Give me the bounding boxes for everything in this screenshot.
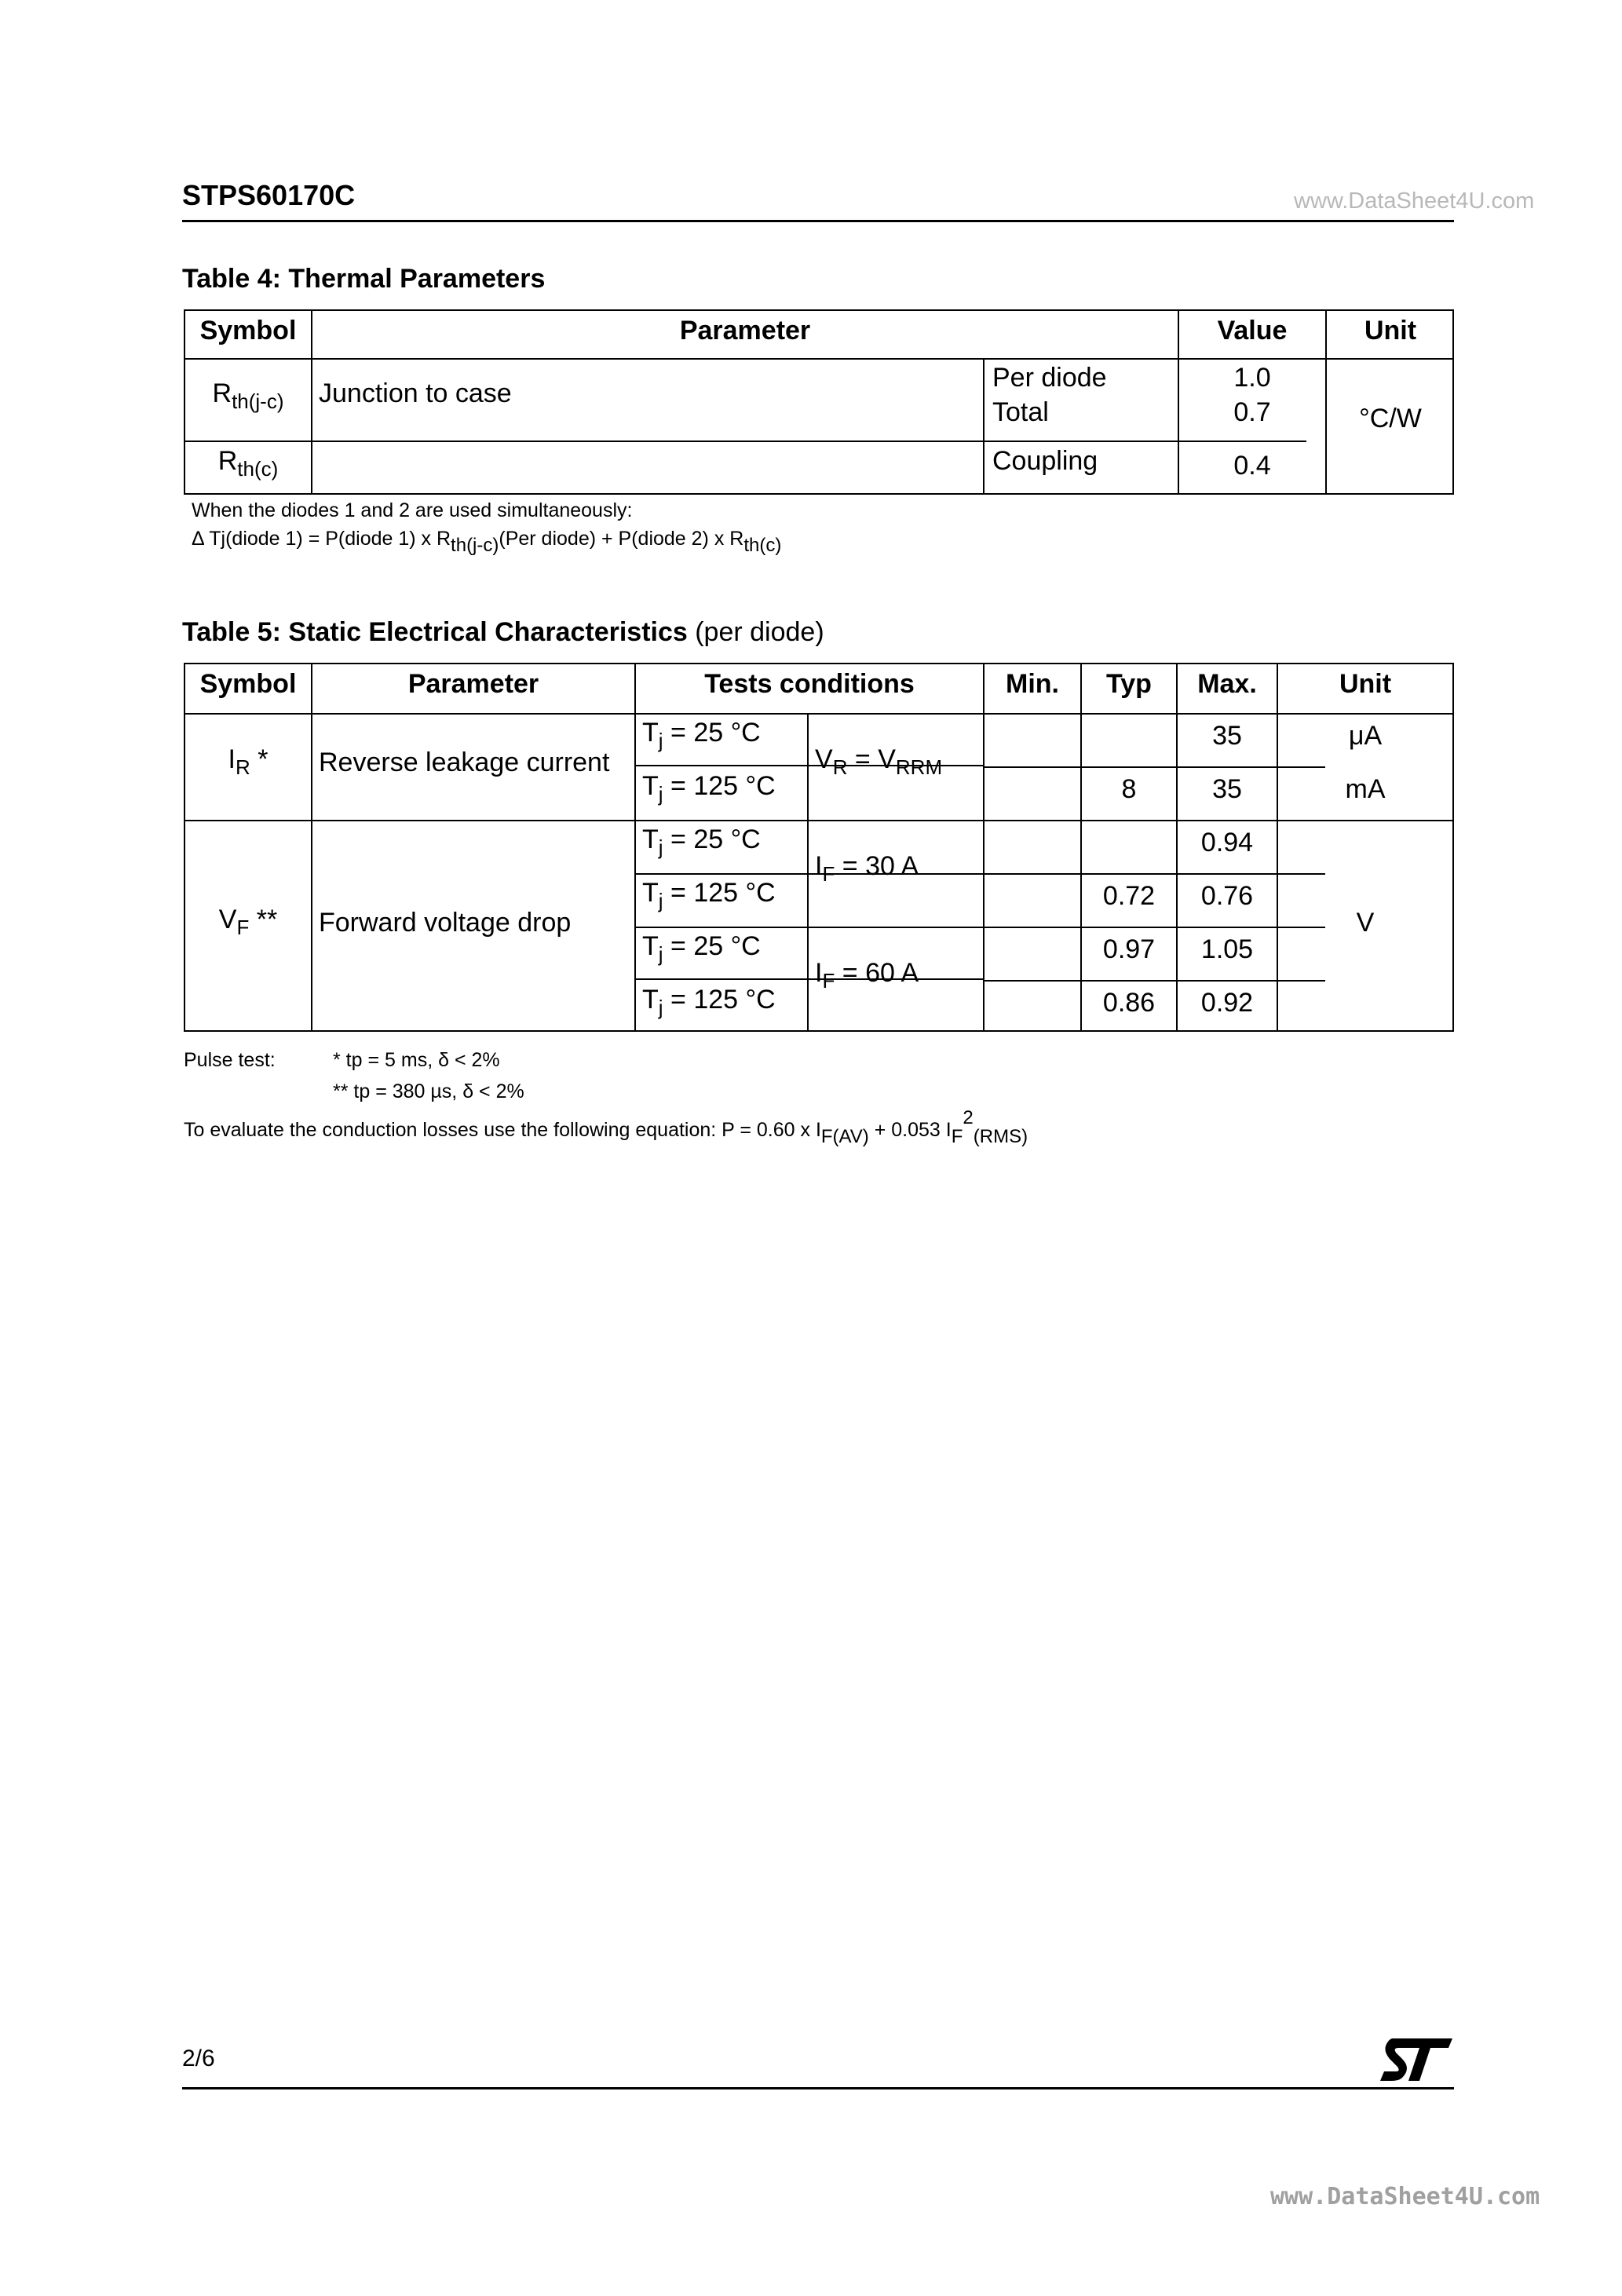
watermark-top: www.DataSheet4U.com xyxy=(1294,188,1535,214)
pulse-test-1: * tp = 5 ms, δ < 2% xyxy=(333,1049,500,1071)
t4-note-1: When the diodes 1 and 2 are used simultaneously: xyxy=(192,499,633,521)
t4-value-coupling: 0.4 xyxy=(1233,451,1271,481)
t5-parameter-forward-voltage: Forward voltage drop xyxy=(319,908,572,938)
t5-vf-max-2: 0.76 xyxy=(1200,881,1254,911)
t4-header-parameter: Parameter xyxy=(679,316,811,345)
document-title: STPS60170C xyxy=(182,179,356,211)
watermark-bottom: www.DataSheet4U.com xyxy=(1270,2183,1540,2210)
t4-cond-total: Total xyxy=(992,397,1049,427)
st-logo-text: ST xyxy=(1379,2037,1380,2038)
t4-unit: °C/W xyxy=(1359,404,1422,433)
t5-vf-typ-2: 0.72 xyxy=(1102,881,1156,911)
t5-header-parameter: Parameter xyxy=(407,669,539,699)
t5-vf-max-4: 0.92 xyxy=(1200,988,1254,1018)
t5-header-typ: Typ xyxy=(1106,669,1152,699)
t5-ir-max-1: 35 xyxy=(1212,721,1242,751)
pulse-test-label: Pulse test: xyxy=(184,1049,276,1071)
t5-header-unit: Unit xyxy=(1339,669,1392,699)
t5-vf-max-3: 1.05 xyxy=(1200,934,1254,964)
pulse-test-2: ** tp = 380 µs, δ < 2% xyxy=(333,1080,524,1102)
st-logo-icon xyxy=(1379,2037,1454,2082)
t5-parameter-reverse-leakage: Reverse leakage current xyxy=(319,748,610,777)
table5-title: Table 5: Static Electrical Characteristics (per diode) xyxy=(182,617,824,647)
t4-note-2: Δ Tj(diode 1) = P(diode 1) x $R_{th(j-c)}(Per$ diode) + P(diode 2) x $R_{th(c)}$ xyxy=(192,528,782,556)
t5-ir-max-2: 35 xyxy=(1212,774,1242,804)
t5-ir-condition: $V_R = V_{RRM}$ xyxy=(815,744,943,779)
t4-value-total: 0.7 xyxy=(1233,397,1271,427)
header-rule xyxy=(182,220,1454,222)
t5-vf-typ-4: 0.86 xyxy=(1102,988,1156,1018)
t5-ir-unit-2: mA xyxy=(1345,774,1386,804)
t5-ir-tj25: $T_j = 25$ °C xyxy=(642,718,761,752)
t5-ir-tj125: $T_j = 125$ °C xyxy=(642,771,776,806)
t5-ir-typ-2: 8 xyxy=(1121,774,1137,804)
t5-vf-tj25-b: $T_j = 25$ °C xyxy=(642,931,761,966)
t5-vf-tj25-a: $T_j = 25$ °C xyxy=(642,824,761,859)
t5-vf-tj125-b: $T_j = 125$ °C xyxy=(642,985,776,1019)
t5-symbol-vf: $V_F$ ** xyxy=(218,905,278,939)
t5-symbol-ir: $I_R$ * xyxy=(228,744,269,779)
t4-header-unit: Unit xyxy=(1364,316,1417,345)
static-electrical-table xyxy=(184,663,1454,1032)
t4-symbol-rth-c: $R_{th(c)}$ xyxy=(217,446,279,481)
footer-rule xyxy=(182,2087,1454,2089)
t4-value-per-diode: 1.0 xyxy=(1233,363,1271,393)
t4-parameter-junction: Junction to case xyxy=(319,378,512,408)
t4-header-value: Value xyxy=(1217,316,1288,345)
t4-cond-per-diode: Per diode xyxy=(992,363,1107,393)
t5-vf-typ-3: 0.97 xyxy=(1102,934,1156,964)
t5-header-max: Max. xyxy=(1197,669,1257,699)
t5-header-symbol: Symbol xyxy=(199,669,297,699)
t5-vf-unit: V xyxy=(1356,908,1375,938)
t5-vf-condition-30a: $I_F = 30$ A xyxy=(815,851,919,886)
t4-header-symbol: Symbol xyxy=(199,316,297,345)
table4-title: Table 4: Thermal Parameters xyxy=(182,264,546,294)
t5-vf-condition-60a: $I_F = 60$ A xyxy=(815,958,919,993)
t5-header-tests: Tests conditions xyxy=(704,669,915,699)
t5-vf-tj125-a: $T_j = 125$ °C xyxy=(642,878,776,912)
t5-header-min: Min. xyxy=(1006,669,1059,699)
t4-symbol-rth-jc: $R_{th(j-c)}$ xyxy=(212,378,284,413)
t5-ir-unit-1: μA xyxy=(1348,721,1383,751)
conduction-losses-equation: To evaluate the conduction losses use the following equation: P = 0.60 x $I_{F(AV)} + 0.053$ $I_F^2_{(RMS)}$ xyxy=(184,1107,1028,1147)
t4-cond-coupling: Coupling xyxy=(992,446,1098,476)
t5-vf-max-1: 0.94 xyxy=(1200,828,1254,857)
thermal-parameters-table xyxy=(184,309,1454,495)
page-number: 2/6 xyxy=(182,2046,215,2071)
